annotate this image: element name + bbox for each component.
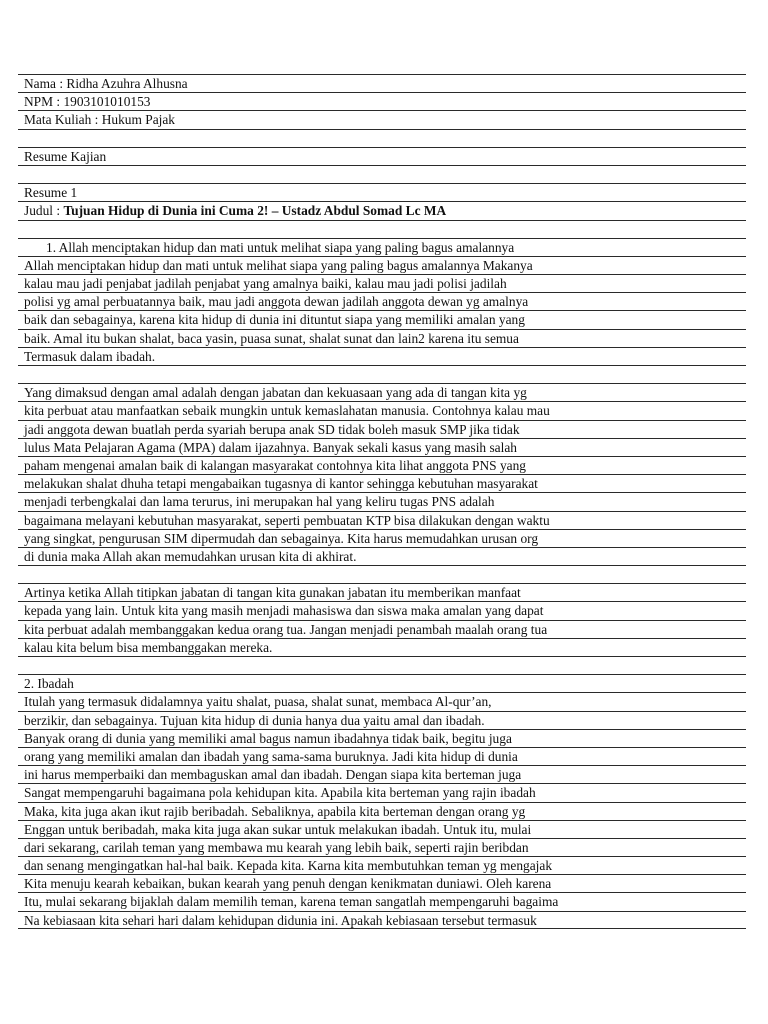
- text-line: orang yang memiliki amalan dan ibadah yang sama-sama buruknya. Jadi kita hidup di dunia: [18, 747, 746, 765]
- text-line: baik dan sebagainya, karena kita hidup di dunia ini dituntut siapa yang memiliki amalan yang: [18, 310, 746, 328]
- text-line: menjadi terbengkalai dan lama terurus, ini merupakan hal yang keliru tugas PNS adalah: [18, 492, 746, 510]
- text-line: Kita menuju kearah kebaikan, bukan kearah yang penuh dengan kenikmatan duniawi. Oleh karena: [18, 874, 746, 892]
- blank-line: [18, 565, 746, 583]
- course-name: Mata Kuliah : Hukum Pajak: [18, 110, 746, 128]
- text-line: melakukan shalat dhuha tetapi mengabaikan tugasnya di kantor sehingga kebutuhan masyarakat: [18, 474, 746, 492]
- text-line: dari sekarang, carilah teman yang membawa mu kearah yang lebih baik, seperti rajin beribdan: [18, 838, 746, 856]
- text-line: Artinya ketika Allah titipkan jabatan di tangan kita gunakan jabatan itu memberikan manfaat: [18, 583, 746, 601]
- text-line: kita perbuat adalah membanggakan kedua orang tua. Jangan menjadi penambah maalah orang tua: [18, 620, 746, 638]
- text-line: lulus Mata Pelajaran Agama (MPA) dalam ijazahnya. Banyak sekali kasus yang masih salah: [18, 438, 746, 456]
- blank-line: [18, 365, 746, 383]
- text-line: Enggan untuk beribadah, maka kita juga akan sukar untuk melakukan ibadah. Untuk itu, mulai: [18, 820, 746, 838]
- text-line: Itu, mulai sekarang bijaklah dalam memilih teman, karena teman sangatlah mempengaruhi bagaima: [18, 892, 746, 910]
- text-line: Sangat mempengaruhi bagaimana pola kehidupan kita. Apabila kita berteman yang rajin ibadah: [18, 783, 746, 801]
- text-line: kepada yang lain. Untuk kita yang masih menjadi mahasiswa dan siswa maka amalan yang dapat: [18, 601, 746, 619]
- text-line: kalau mau jadi penjabat jadilah penjabat yang amalnya baiki, kalau mau jadi polisi jadilah: [18, 274, 746, 292]
- text-line: Yang dimaksud dengan amal adalah dengan jabatan dan kekuasaan yang ada di tangan kita yg: [18, 383, 746, 401]
- text-line: Termasuk dalam ibadah.: [18, 347, 746, 365]
- text-line: kita perbuat atau manfaatkan sebaik mungkin untuk kemaslahatan manusia. Contohnya kalau mau: [18, 401, 746, 419]
- text-line: polisi yg amal perbuatannya baik, mau jadi anggota dewan jadilah anggota dewan yg amalnya: [18, 292, 746, 310]
- judul-label: Judul :: [24, 203, 64, 219]
- blank-line: [18, 220, 746, 238]
- text-line: bagaimana melayani kebutuhan masyarakat, seperti pembuatan KTP bisa dilakukan dengan waktu: [18, 511, 746, 529]
- text-line: di dunia maka Allah akan memudahkan urusan kita di akhirat.: [18, 547, 746, 565]
- lined-document: [18, 74, 746, 929]
- text-line: Allah menciptakan hidup dan mati untuk melihat siapa yang paling bagus amalannya Makanya: [18, 256, 746, 274]
- section1-heading: 1. Allah menciptakan hidup dan mati untuk melihat siapa yang paling bagus amalannya: [18, 238, 746, 256]
- text-line: Itulah yang termasuk didalamnya yaitu shalat, puasa, shalat sunat, membaca Al-qur’an,: [18, 692, 746, 710]
- blank-line: [18, 129, 746, 147]
- text-line: berzikir, dan sebagainya. Tujuan kita hidup di dunia hanya dua yaitu amal dan ibadah.: [18, 711, 746, 729]
- text-line: ini harus memperbaiki dan membaguskan amal dan ibadah. Dengan siapa kita berteman juga: [18, 765, 746, 783]
- judul-line: [18, 201, 746, 219]
- text-line: dan senang mengingatkan hal-hal baik. Kepada kita. Karna kita membutuhkan teman yg mengajak: [18, 856, 746, 874]
- student-npm: NPM : 1903101010153: [18, 92, 746, 110]
- section2-heading: 2. Ibadah: [18, 674, 746, 692]
- blank-line: [18, 165, 746, 183]
- text-line: Banyak orang di dunia yang memiliki amal bagus namun ibadahnya tidak baik, begitu juga: [18, 729, 746, 747]
- judul-title: Tujuan Hidup di Dunia ini Cuma 2! – Ustadz Abdul Somad Lc MA: [63, 203, 447, 219]
- student-name: Nama : Ridha Azuhra Alhusna: [18, 74, 746, 92]
- text-line: Na kebiasaan kita sehari hari dalam kehidupan didunia ini. Apakah kebiasaan tersebut termasuk: [18, 911, 746, 929]
- text-line: jadi anggota dewan buatlah perda syariah berupa anak SD tidak boleh masuk SMP jika tidak: [18, 420, 746, 438]
- text-line: Maka, kita juga akan ikut rajib beribadah. Sebaliknya, apabila kita berteman dengan orang yg: [18, 802, 746, 820]
- text-line: kalau kita belum bisa membanggakan mereka.: [18, 638, 746, 656]
- text-line: baik. Amal itu bukan shalat, baca yasin, puasa sunat, shalat sunat dan lain2 karena itu semua: [18, 329, 746, 347]
- text-line: paham mengenai amalan baik di kalangan masyarakat contohnya kita lihat anggota PNS yang: [18, 456, 746, 474]
- text-line: yang singkat, pengurusan SIM dipermudah dan sebagainya. Kita harus memudahkan urusan org: [18, 529, 746, 547]
- blank-line: [18, 656, 746, 674]
- resume-kajian-heading: Resume Kajian: [18, 147, 746, 165]
- resume-1-heading: Resume 1: [18, 183, 746, 201]
